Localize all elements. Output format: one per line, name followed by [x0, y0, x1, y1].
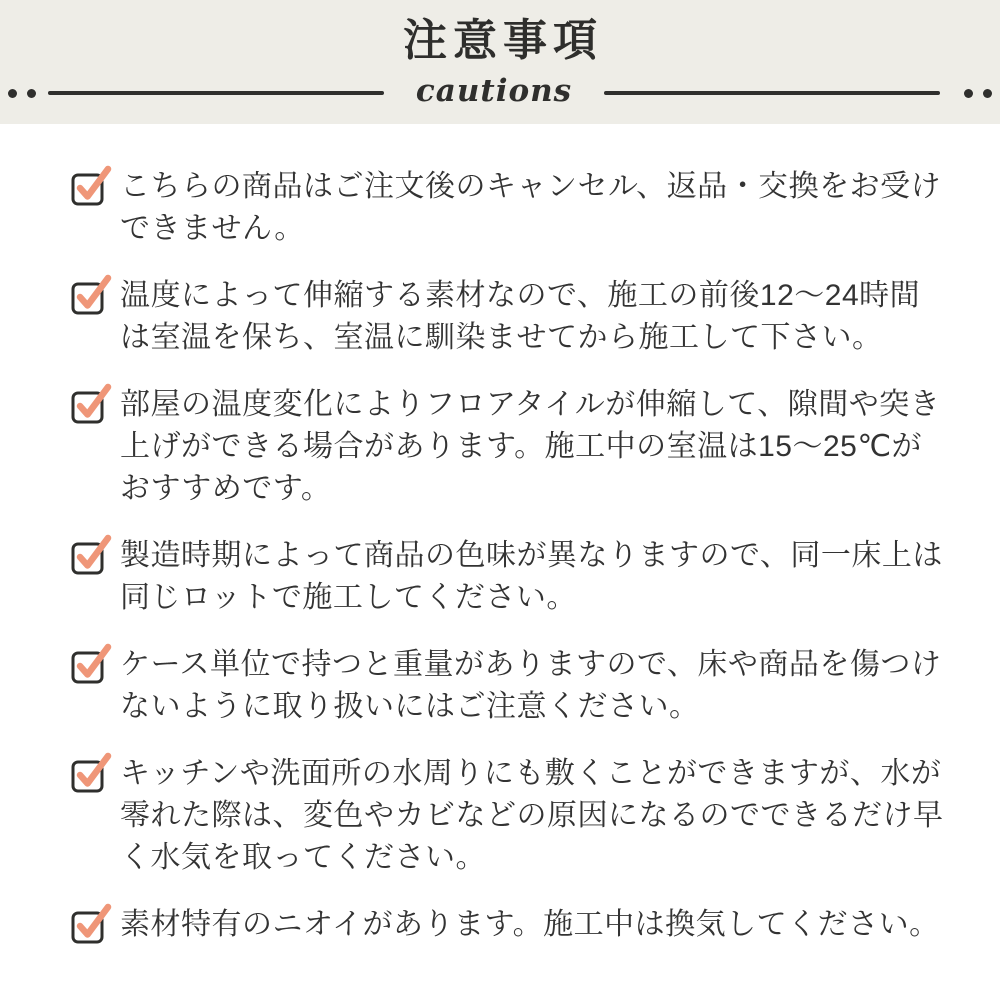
divider-line — [604, 91, 940, 95]
divider-line — [48, 91, 384, 95]
checked-checkbox-icon — [70, 165, 112, 207]
caution-list-item — [70, 904, 948, 946]
divider-dot-icon — [27, 89, 36, 98]
caution-text: 素材特有のニオイがあります。施工中は換気してください。 — [120, 908, 940, 941]
divider-dot-icon — [983, 89, 992, 98]
caution-text: キッチンや洗面所の水周りにも敷くことができますが、水が零れた際は、変色やカビなどの原因になるのでできるだけ早く水気を取ってください。 — [120, 757, 944, 874]
page-title: 注意事項 — [403, 16, 603, 65]
caution-list-item — [70, 753, 948, 879]
caution-list-item — [70, 535, 948, 619]
caution-list-item — [70, 644, 948, 728]
caution-list-item — [70, 166, 948, 250]
caution-list-item — [70, 275, 948, 359]
divider-dot-icon — [964, 89, 973, 98]
checked-checkbox-icon — [70, 534, 112, 576]
caution-text: ケース単位で持つと重量がありますので、床や商品を傷つけないように取り扱いにはご注意ください。 — [120, 648, 942, 723]
caution-text: 製造時期によって商品の色味が異なりますので、同一床上は同じロットで施工してください。 — [120, 539, 943, 614]
caution-list-item — [70, 384, 948, 510]
title-divider — [0, 73, 1000, 110]
cautions-list — [0, 124, 1000, 946]
checked-checkbox-icon — [70, 643, 112, 685]
checked-checkbox-icon — [70, 752, 112, 794]
checked-checkbox-icon — [70, 383, 112, 425]
page-subtitle: cautions — [415, 73, 573, 109]
caution-text: 部屋の温度変化によりフロアタイルが伸縮して、隙間や突き上げができる場合があります。施工中の室温は15〜25℃がおすすめです。 — [120, 388, 941, 505]
divider-dot-icon — [8, 89, 17, 98]
checked-checkbox-icon — [70, 903, 112, 945]
caution-text: 温度によって伸縮する素材なので、施工の前後12〜24時間は室温を保ち、室温に馴染ませてから施工して下さい。 — [120, 279, 921, 354]
caution-text: こちらの商品はご注文後のキャンセル、返品・交換をお受けできません。 — [120, 170, 942, 245]
page-header — [0, 0, 1000, 124]
checked-checkbox-icon — [70, 274, 112, 316]
